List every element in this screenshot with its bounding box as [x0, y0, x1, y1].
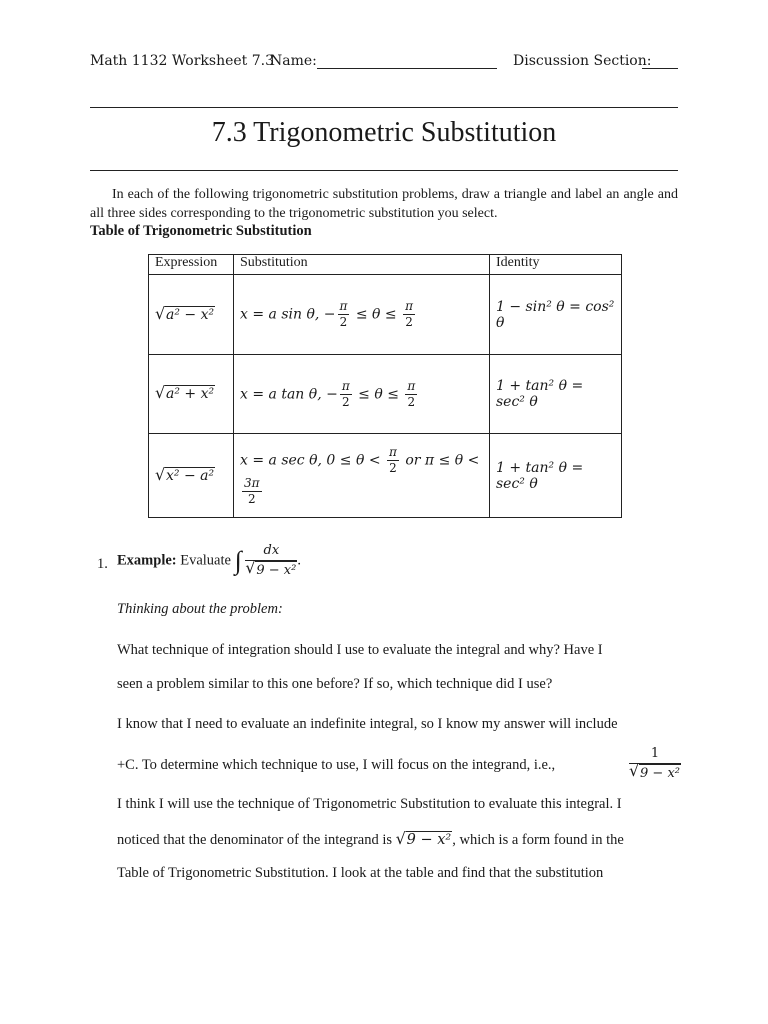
substitution-cell: x = a sin θ, − $\frac{\pi}{2}$ ≤ θ ≤ $\frac{\pi}{2}$	[234, 275, 490, 355]
integrand-fraction: 1 √ 9 − x²	[629, 746, 680, 781]
expression-cell	[149, 355, 234, 434]
bottom-rule	[90, 170, 678, 171]
header-identity: Identity	[490, 255, 622, 275]
sqrt-expression: √ a² + x²	[155, 383, 215, 402]
answer-line-1: I know that I need to evaluate an indefinite integral, so I know my answer will include	[117, 716, 618, 732]
question-line-2: seen a problem similar to this one before? If so, which technique did I use?	[117, 676, 553, 692]
sqrt-expression: √ x² − a²	[155, 464, 215, 484]
answer-line-2: +C. To determine which technique to use, I will focus on the integrand, i.e., 1 √ 9 − x²	[117, 746, 680, 781]
header-expression: Expression	[149, 255, 234, 275]
integral-sign: ∫	[234, 546, 242, 575]
name-label: Name:	[270, 53, 317, 69]
example-line: Example: Evaluate ∫ dx √ 9 − x² .	[117, 543, 301, 578]
identity-cell: 1 + tan² θ = sec² θ	[490, 355, 622, 434]
evaluate-text: Evaluate	[180, 552, 231, 569]
integral-fraction: dx √ 9 − x²	[245, 543, 297, 578]
section-blank[interactable]	[642, 68, 678, 69]
question-line-1: What technique of integration should I use to evaluate the integral and why? Have I	[117, 642, 603, 658]
answer-line-3: I think I will use the technique of Trigonometric Substitution to evaluate this integral. I	[117, 796, 622, 812]
table-row	[149, 355, 622, 434]
answer-line-5: Table of Trigonometric Substitution. I look at the table and find that the substitution	[117, 865, 604, 881]
worksheet-label: Math 1132 Worksheet 7.3	[90, 53, 275, 69]
table-row	[149, 275, 622, 355]
instructions	[90, 185, 678, 223]
problem-number: 1.	[97, 556, 108, 572]
expression-cell	[149, 275, 234, 355]
substitution-table	[148, 254, 622, 518]
discussion-section-label: Discussion Section:	[513, 53, 652, 69]
top-rule	[90, 107, 678, 108]
header	[90, 53, 680, 73]
name-blank[interactable]	[317, 68, 497, 69]
answer-line-4: noticed that the denominator of the integrand is √ 9 − x², which is a form found in the	[117, 829, 624, 848]
header-substitution: Substitution	[234, 255, 490, 275]
table-header-row	[149, 255, 622, 275]
substitution-cell: x = a sec θ, 0 ≤ θ < $\frac{\pi}{2}$ or π ≤ θ < $\frac{3\pi}{2}$	[234, 434, 490, 518]
identity-cell: 1 + tan² θ = sec² θ	[490, 434, 622, 518]
sqrt-expression: √ a² − x²	[155, 303, 215, 323]
page-title: 7.3 Trigonometric Substitution	[211, 117, 557, 148]
expression-cell	[149, 434, 234, 518]
thinking-heading: Thinking about the problem:	[117, 601, 283, 617]
table-title: Table of Trigonometric Substitution	[90, 223, 312, 239]
identity-cell: 1 − sin² θ = cos² θ	[490, 275, 622, 355]
sqrt-denominator: √ 9 − x²	[395, 829, 452, 848]
table-row	[149, 434, 622, 518]
instructions-text: In each of the following trigonometric substitution problems, draw a triangle and label an angle and all three sides corresponding to the trigonometric substitution you select.	[90, 187, 678, 221]
example-label: Example:	[117, 552, 177, 569]
substitution-cell: x = a tan θ, − $\frac{\pi}{2}$ ≤ θ ≤ $\frac{\pi}{2}$	[234, 355, 490, 434]
